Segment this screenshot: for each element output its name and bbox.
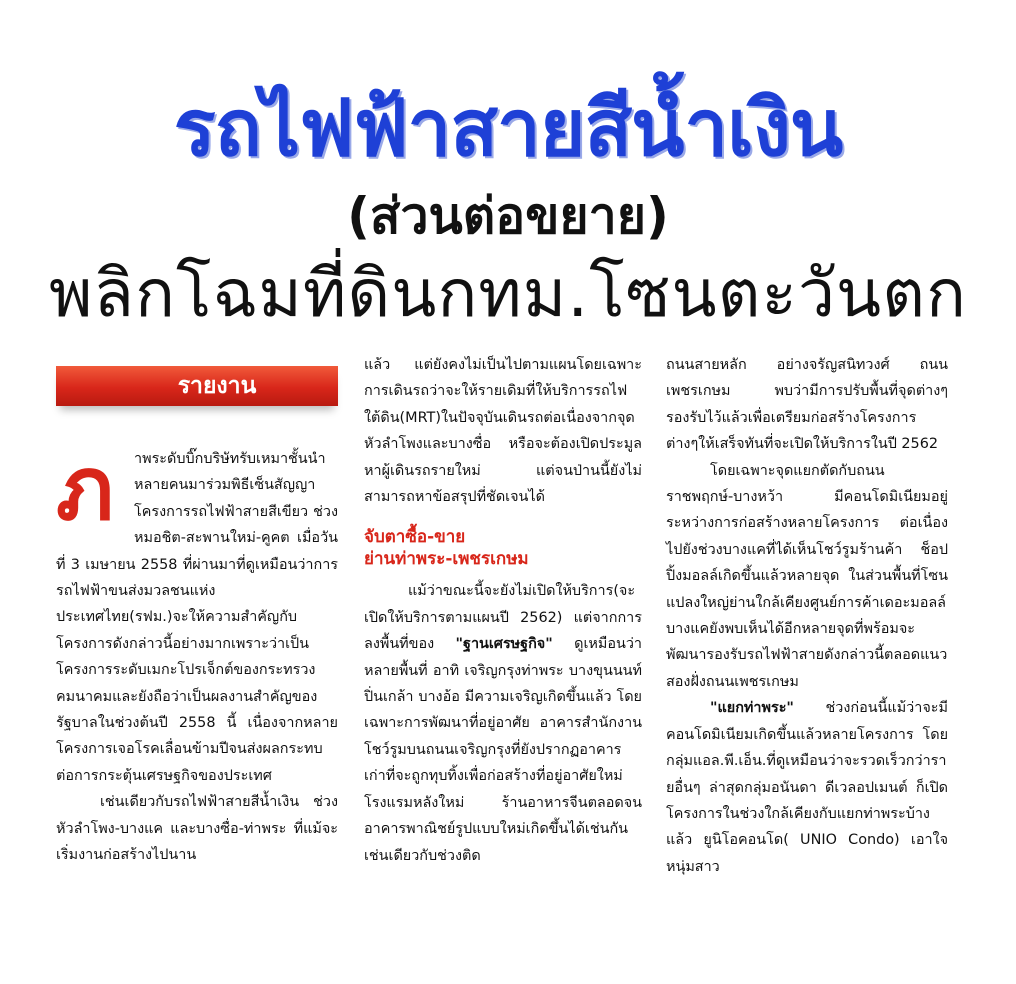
paragraph-lead: "แยกท่าพระ"	[710, 700, 794, 717]
subheading	[364, 526, 642, 570]
paragraph: เช่นเดียวกับรถไฟฟ้าสายสีน้ำเงิน ช่วงหัวลำโพง-บางแค และบางซื่อ-ท่าพระ ที่แม้จะเริ่มงานก่อสร้างไปนาน	[56, 794, 338, 864]
article-column-3	[666, 352, 948, 880]
subheading-line: จับตาซื้อ-ขาย	[364, 527, 466, 548]
paragraph	[666, 695, 948, 880]
paragraph	[364, 578, 642, 868]
article-column-2	[364, 352, 642, 869]
drop-cap: ภ	[56, 436, 115, 540]
paragraph-text: แม้ว่าขณะนี้จะยังไม่เปิดให้บริการ(จะเปิดให้บริการตามแผนปี 2562) แต่จากการลงพื้นที่ของ	[364, 583, 642, 653]
headline-main: รถไฟฟ้าสายสีน้ำเงิน	[173, 84, 843, 174]
section-banner	[56, 366, 338, 406]
headline-deck: พลิกโฉมที่ดินกทม.โซนตะวันตก	[49, 255, 967, 332]
drop-cap-box	[56, 436, 128, 540]
paragraph: โดยเฉพาะจุดแยกตัดกับถนนราชพฤกษ์-บางหว้า มีคอนโดมิเนียมอยู่ระหว่างการก่อสร้างหลายโครงการ ต่อเนื่องไปยังช่วงบางแคที่ได้เห็นโชว์รูมร้านค้า ช็อปปิ้งมอลล์เกิดขึ้นแล้วหลายจุด ในส่วนพื้นที่โซนแปลงใหญ่ย่านใกล้เคียงศูนย์การค้าเดอะมอลล์บางแคยังพบเห็นได้อีกหลายจุดที่พร้อมจะพัฒนารองรับรถไฟฟ้าสายดังกล่าวนี้ตลอดแนวสองฝั่งถนนเพชรเกษม	[666, 462, 948, 690]
publication-name: "ฐานเศรษฐกิจ"	[455, 636, 553, 653]
paragraph-text: ดูเหมือนว่าหลายพื้นที่ อาทิ เจริญกรุงท่าพระ บางขุนนนท์ ปิ่นเกล้า บางอ้อ มีความเจริญเกิดขึ้นแล้ว โดยเฉพาะการพัฒนาที่อยู่อาศัย อาคารสำนักงานโชว์รูมบนถนนเจริญกรุงที่ยังปรากฏอาคารเก่าที่จะถูกทุบทิ้งเพื่อก่อสร้างที่อยู่อาศัยใหม่ โรงแรมหลังใหม่ ร้านอาหารจีนตลอดจนอาคารพาณิชย์รูปแบบใหม่เกิดขึ้นได้เช่นกัน เช่นเดียวกับช่วงติด	[364, 636, 642, 864]
paragraph: แล้ว แต่ยังคงไม่เป็นไปตามแผนโดยเฉพาะการเดินรถว่าจะให้รายเดิมที่ให้บริการรถไฟใต้ดิน(MRT)ในปัจจุบันเดินรถต่อเนื่องจากจุดหัวลำโพงและบางซื่อ หรือจะต้องเปิดประมูลหาผู้เดินรถรายใหม่ แต่จนป่านนี้ยังไม่สามารถหาข้อสรุปที่ชัดเจนได้	[364, 357, 642, 506]
article-column-1	[56, 352, 338, 869]
subheading-line: ย่านท่าพระ-เพชรเกษม	[364, 549, 529, 570]
headline-sub: (ส่วนต่อขยาย)	[347, 187, 669, 245]
paragraph-intro: าพระดับบิ๊กบริษัทรับเหมาชั้นนำหลายคนมาร่วมพิธีเซ็นสัญญาโครงการรถไฟฟ้าสายสีเขียว ช่วงหมอชิต-สะพานใหม่-คูคต เมื่อวันที่ 3 เมษายน 2558 ที่ผ่านมาที่ดูเหมือนว่าการรถไฟฟ้าขนส่งมวลชนแห่งประเทศไทย(รฟม.)จะให้ความสำคัญกับโครงการดังกล่าวนี้อย่างมากเพราะว่าเป็นโครงการระดับเมกะโปรเจ็กต์ของกระทรวงคมนาคมและยังถือว่าเป็นผลงานสำคัญของรัฐบาลในช่วงต้นปี 2558 นี้ เนื่องจากหลายโครงการเจอโรคเลื่อนข้ามปีจนส่งผลกระทบต่อการกระตุ้นเศรษฐกิจของประเทศ	[56, 451, 338, 784]
paragraph: ถนนสายหลัก อย่างจรัญสนิทวงศ์ ถนนเพชรเกษม พบว่ามีการปรับพื้นที่จุดต่างๆรองรับไว้แล้วเพื่อเตรียมก่อสร้างโครงการต่างๆให้เสร็จทันที่จะเปิดให้บริการในปี 2562	[666, 357, 948, 453]
section-label: รายงาน	[177, 373, 257, 399]
paragraph-text: ช่วงก่อนนี้แม้ว่าจะมีคอนโดมิเนียมเกิดขึ้นแล้วหลายโครงการ โดยกลุ่มแอล.พี.เอ็น.ที่ดูเหมือนว่าจะรวดเร็วกว่ารายอื่นๆ ล่าสุดกลุ่มอนันดา ดีเวลอปเมนต์ ก็เปิดโครงการในช่วงใกล้เคียงกับแยกท่าพระบ้างแล้ว ยูนิโอคอนโด( UNIO Condo) เอาใจหนุ่มสาว	[666, 700, 948, 875]
